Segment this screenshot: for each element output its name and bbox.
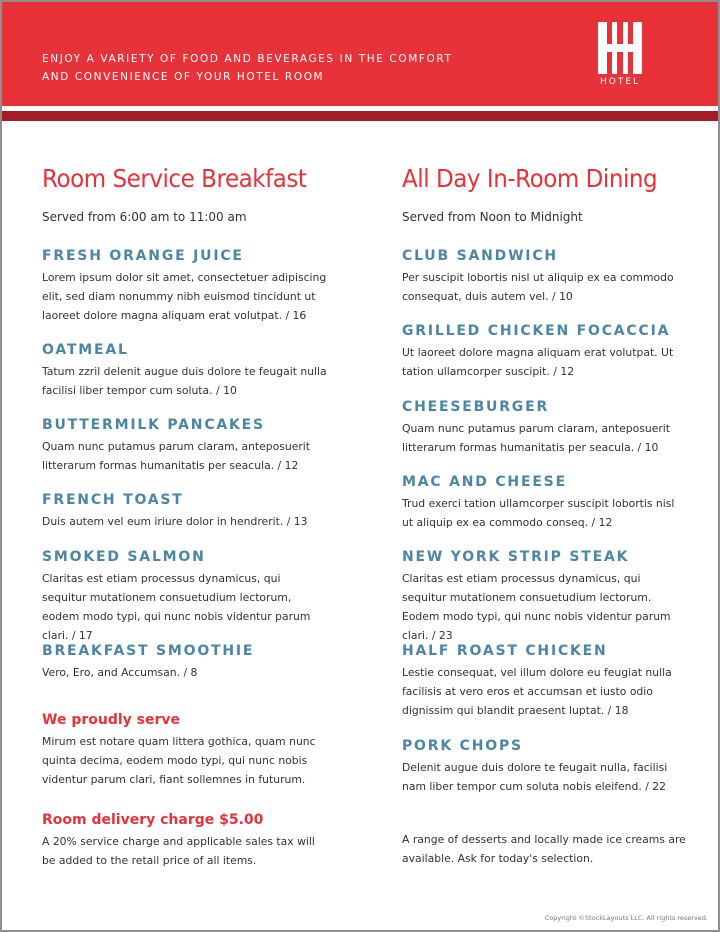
item-name: OATMEAL	[42, 342, 129, 358]
item-description: Trud exerci tation ullamcorper suscipit lobortis nisl ut aliquip ex ea commodo conseq. / 12	[402, 497, 675, 529]
serve-note-text: Mirum est notare quam littera gothica, quam nunc quinta decima, eodem modo typi, qui nunc nobis videntur parum clari, fiant sollemnes in futurum.	[42, 735, 316, 786]
delivery-note-text: A 20% service charge and applicable sales tax will be added to the retail price of all items.	[42, 835, 315, 867]
menu-item	[402, 737, 687, 796]
menu-item	[42, 548, 327, 645]
menu-item	[42, 491, 327, 531]
item-name: BUTTERMILK PANCAKES	[42, 417, 265, 433]
item-name: NEW YORK STRIP STEAK	[402, 549, 630, 565]
dining-served-hours: Served from Noon to Midnight	[402, 210, 583, 224]
item-description: Tatum zzril delenit augue duis dolore te feugait nulla facilisi liber tempor cum soluta. / 10	[42, 365, 327, 397]
item-description: Duis autem vel eum iriure dolor in hendrerit. / 13	[42, 515, 308, 528]
item-name: PORK CHOPS	[402, 738, 523, 754]
header-tagline	[42, 50, 453, 86]
menu-item	[42, 416, 327, 475]
header-stripe-dark	[2, 111, 718, 121]
item-description: Lorem ipsum dolor sit amet, consectetuer adipiscing elit, sed diam nonummy nibh euismod tincidunt ut laoreet dolore magna aliquam erat volutpat. / 16	[42, 271, 327, 322]
item-description: Quam nunc putamus parum claram, anteposuerit litterarum formas humanitatis per seacula. / 10	[402, 422, 671, 454]
copyright-notice: Copyright ©StockLayouts LLC. All rights reserved.	[544, 914, 708, 922]
breakfast-column	[42, 160, 322, 198]
menu-item	[402, 473, 687, 532]
menu-item	[402, 247, 687, 306]
menu-item	[402, 322, 687, 381]
menu-item	[402, 398, 687, 457]
serve-note-title: We proudly serve	[42, 712, 180, 728]
tagline-line-2: AND CONVENIENCE OF YOUR HOTEL ROOM	[42, 71, 325, 83]
item-name: CHEESEBURGER	[402, 399, 550, 415]
menu-item	[42, 642, 327, 682]
item-name: GRILLED CHICKEN FOCACCIA	[402, 323, 671, 339]
item-name: FRENCH TOAST	[42, 492, 184, 508]
menu-item	[42, 341, 327, 400]
dining-title: All Day In-Room Dining	[402, 164, 658, 193]
item-description: Lestie consequat, vel illum dolore eu feugiat nulla facilisis at vero eros et accumsan et iusto odio dignissim qui blandit praesent luptat. / 18	[402, 666, 672, 717]
breakfast-served-hours: Served from 6:00 am to 11:00 am	[42, 210, 247, 224]
menu-item	[42, 247, 327, 325]
item-description: Claritas est etiam processus dynamicus, qui sequitur mutationem consuetudium lectorum. Eodem modo typi, qui nunc nobis videntur parum clari. / 23	[402, 572, 671, 642]
item-description: Per suscipit lobortis nisl ut aliquip ex ea commodo consequat, duis autem vel. / 10	[402, 271, 674, 303]
dessert-note-text: A range of desserts and locally made ice creams are available. Ask for today's selection.	[402, 833, 686, 865]
item-description: Delenit augue duis dolore te feugait nulla, facilisi nam liber tempor cum soluta nobis eleifend. / 22	[402, 761, 668, 793]
item-name: FRESH ORANGE JUICE	[42, 248, 244, 264]
menu-item	[402, 548, 687, 645]
item-description: Ut laoreet dolore magna aliquam erat volutpat. Ut tation ullamcorper suscipit. / 12	[402, 346, 674, 378]
item-name: HALF ROAST CHICKEN	[402, 643, 608, 659]
item-name: BREAKFAST SMOOTHIE	[42, 643, 255, 659]
logo-wordmark: HOTEL	[599, 77, 641, 87]
menu-item	[402, 642, 687, 720]
item-description: Quam nunc putamus parum claram, anteposuerit litterarum formas humanitatis per seacula. / 12	[42, 440, 311, 472]
item-name: MAC AND CHEESE	[402, 474, 567, 490]
breakfast-title: Room Service Breakfast	[42, 164, 307, 193]
tagline-line-1: ENJOY A VARIETY OF FOOD AND BEVERAGES IN THE COMFORT	[42, 53, 453, 65]
delivery-note	[42, 811, 327, 870]
dessert-note	[402, 830, 687, 868]
delivery-note-title: Room delivery charge $5.00	[42, 812, 264, 828]
item-description: Vero, Ero, and Accumsan. / 8	[42, 666, 198, 679]
item-description: Claritas est etiam processus dynamicus, qui sequitur mutationem consuetudium lectorum, eodem modo typi, qui nunc nobis videntur parum clari. / 17	[42, 572, 311, 642]
dining-column	[402, 160, 682, 198]
serve-note	[42, 711, 327, 789]
hotel-logo-icon	[598, 22, 642, 74]
item-name: SMOKED SALMON	[42, 549, 206, 565]
item-name: CLUB SANDWICH	[402, 248, 558, 264]
